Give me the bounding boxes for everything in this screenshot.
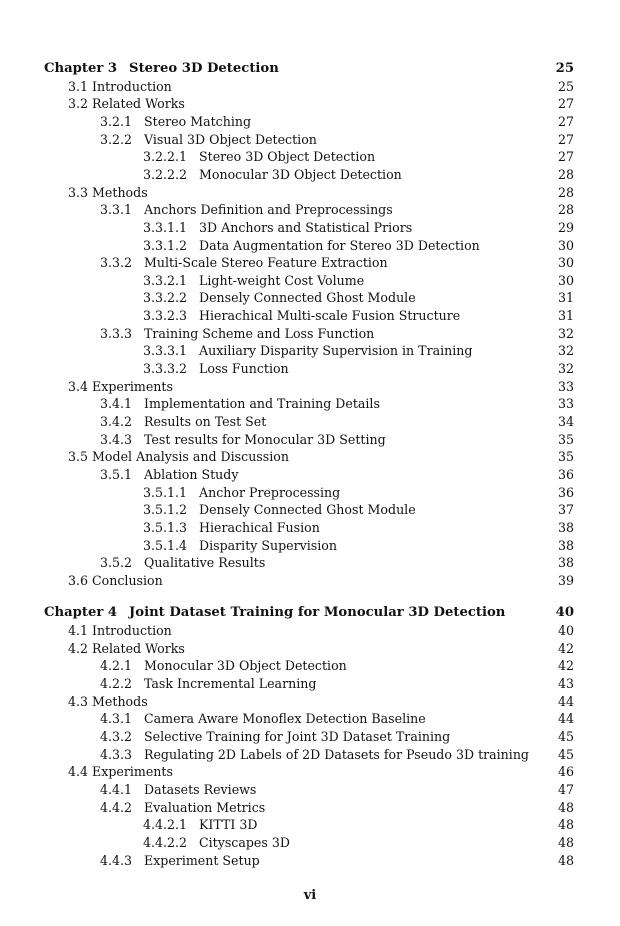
toc-entry-page: 28 bbox=[557, 202, 574, 217]
toc-entry-number: 4.2 bbox=[68, 641, 89, 656]
toc-entry-title: Loss Function bbox=[199, 361, 289, 376]
toc-entry-number: 3.3.2.1 bbox=[143, 273, 188, 288]
toc-entry[interactable] bbox=[143, 537, 574, 555]
toc-entry-title: Monocular 3D Object Detection bbox=[199, 167, 402, 182]
toc-entry[interactable] bbox=[68, 640, 574, 658]
toc-entry-title: Methods bbox=[92, 694, 148, 709]
toc-entry-page: 28 bbox=[557, 185, 574, 200]
toc-entry[interactable] bbox=[100, 113, 574, 131]
toc-entry-title: Monocular 3D Object Detection bbox=[144, 658, 347, 673]
toc-entry-title: KITTI 3D bbox=[199, 817, 258, 832]
toc-entry[interactable] bbox=[143, 360, 574, 378]
toc-entry-title: 3D Anchors and Statistical Priors bbox=[199, 220, 413, 235]
toc-entry[interactable] bbox=[68, 378, 574, 396]
toc-entry-page: 44 bbox=[557, 711, 574, 726]
toc-entry-number: 3.3.1 bbox=[100, 202, 133, 217]
toc-entry-page: 34 bbox=[557, 414, 574, 429]
toc-entry[interactable] bbox=[68, 95, 574, 113]
toc-entry-title: Visual 3D Object Detection bbox=[144, 132, 317, 147]
toc-entry-number: 4.1 bbox=[68, 623, 89, 638]
toc-entry-page: 25 bbox=[557, 79, 574, 94]
toc-chapter-entry[interactable] bbox=[44, 604, 574, 622]
toc-entry[interactable] bbox=[143, 501, 574, 519]
toc-entry-title: Selective Training for Joint 3D Dataset Training bbox=[144, 729, 451, 744]
toc-entry-page: 33 bbox=[557, 379, 574, 394]
toc-entry[interactable] bbox=[100, 201, 574, 219]
toc-entry-number: Chapter 3 bbox=[44, 61, 118, 76]
toc-entry-title: Densely Connected Ghost Module bbox=[199, 502, 416, 517]
toc-entry[interactable] bbox=[143, 237, 574, 255]
toc-entry-number: 3.1 bbox=[68, 79, 89, 94]
toc-entry-number: Chapter 4 bbox=[44, 605, 118, 620]
toc-entry-number: 3.6 bbox=[68, 573, 89, 588]
toc-entry-number: 3.5.1.1 bbox=[143, 485, 188, 500]
toc-entry-title: Joint Dataset Training for Monocular 3D Detection bbox=[129, 605, 506, 620]
toc-entry-page: 37 bbox=[557, 502, 574, 517]
toc-entry-number: 3.2.2.1 bbox=[143, 149, 188, 164]
toc-entry-title: Ablation Study bbox=[144, 467, 239, 482]
toc-entry-number: 3.4.2 bbox=[100, 414, 133, 429]
toc-entry-title: Densely Connected Ghost Module bbox=[199, 290, 416, 305]
toc-entry-page: 38 bbox=[557, 555, 574, 570]
toc-entry-title: Task Incremental Learning bbox=[144, 676, 317, 691]
toc-entry-number: 3.4 bbox=[68, 379, 89, 394]
toc-entry[interactable] bbox=[100, 746, 574, 764]
toc-entry-number: 4.4.2 bbox=[100, 800, 133, 815]
toc-entry-number: 4.3.1 bbox=[100, 711, 133, 726]
toc-entry-title: Stereo Matching bbox=[144, 114, 252, 129]
toc-entry-title: Experiment Setup bbox=[144, 853, 260, 868]
toc-entry[interactable] bbox=[68, 693, 574, 711]
toc-entry[interactable] bbox=[68, 448, 574, 466]
toc-entry-number: 3.3.2 bbox=[100, 255, 133, 270]
toc-entry-number: 4.4.2.2 bbox=[143, 835, 188, 850]
toc-entry-number: 3.2.2 bbox=[100, 132, 133, 147]
toc-entry-title: Experiments bbox=[92, 764, 173, 779]
toc-entry-number: 3.2 bbox=[68, 96, 89, 111]
toc-entry-number: 3.5.1.4 bbox=[143, 538, 188, 553]
toc-entry[interactable] bbox=[100, 781, 574, 799]
toc-entry[interactable] bbox=[100, 852, 574, 870]
toc-entry[interactable] bbox=[143, 816, 574, 834]
toc-entry-page: 40 bbox=[555, 605, 574, 620]
toc-entry-title: Evaluation Metrics bbox=[144, 800, 266, 815]
toc-entry[interactable] bbox=[100, 395, 574, 413]
toc-entry[interactable] bbox=[100, 131, 574, 149]
toc-entry-page: 40 bbox=[557, 623, 574, 638]
toc-entry-page: 36 bbox=[557, 467, 574, 482]
toc-entry-title: Stereo 3D Object Detection bbox=[199, 149, 376, 164]
toc-entry-title: Anchors Definition and Preprocessings bbox=[144, 202, 393, 217]
toc-entry-page: 25 bbox=[555, 61, 574, 76]
toc-entry-page: 32 bbox=[557, 326, 574, 341]
toc-entry-number: 4.3.2 bbox=[100, 729, 133, 744]
toc-entry-page: 42 bbox=[557, 658, 574, 673]
toc-entry-number: 4.2.1 bbox=[100, 658, 133, 673]
toc-entry-page: 32 bbox=[557, 343, 574, 358]
toc-entry-title: Methods bbox=[92, 185, 148, 200]
toc-entry-page: 27 bbox=[557, 96, 574, 111]
toc-entry-title: Camera Aware Monoflex Detection Baseline bbox=[144, 711, 426, 726]
toc-entry-page: 48 bbox=[557, 817, 574, 832]
toc-entry-number: 3.3 bbox=[68, 185, 89, 200]
toc-entry-page: 48 bbox=[557, 800, 574, 815]
toc-entry-number: 3.2.1 bbox=[100, 114, 133, 129]
toc-entry[interactable] bbox=[143, 166, 574, 184]
toc-entry-number: 3.5.1 bbox=[100, 467, 133, 482]
toc-entry-page: 31 bbox=[557, 308, 574, 323]
toc-entry-title: Test results for Monocular 3D Setting bbox=[144, 432, 386, 447]
toc-entry[interactable] bbox=[143, 834, 574, 852]
toc-entry-title: Qualitative Results bbox=[144, 555, 266, 570]
toc-entry-page: 30 bbox=[557, 255, 574, 270]
toc-entry[interactable] bbox=[100, 728, 574, 746]
toc-chapter-entry[interactable] bbox=[44, 60, 574, 78]
toc-entry-page: 30 bbox=[557, 273, 574, 288]
toc-entry-number: 3.5.1.3 bbox=[143, 520, 188, 535]
toc-entry-page: 43 bbox=[557, 676, 574, 691]
toc-entry-number: 3.2.2.2 bbox=[143, 167, 188, 182]
toc-entry-page: 29 bbox=[557, 220, 574, 235]
toc-entry[interactable] bbox=[100, 413, 574, 431]
toc-entry-title: Auxiliary Disparity Supervision in Training bbox=[199, 343, 473, 358]
toc-entry-title: Model Analysis and Discussion bbox=[92, 449, 289, 464]
toc-entry-number: 3.3.3.2 bbox=[143, 361, 188, 376]
toc-entry-number: 4.3 bbox=[68, 694, 89, 709]
toc-entry-page: 32 bbox=[557, 361, 574, 376]
toc-entry[interactable] bbox=[100, 675, 574, 693]
toc-entry-title: Data Augmentation for Stereo 3D Detection bbox=[199, 238, 480, 253]
toc-entry[interactable] bbox=[143, 484, 574, 502]
toc-entry[interactable] bbox=[68, 622, 574, 640]
toc-entry-number: 3.5 bbox=[68, 449, 89, 464]
toc-entry-number: 3.3.2.3 bbox=[143, 308, 188, 323]
toc-entry-title: Datasets Reviews bbox=[144, 782, 257, 797]
toc-entry-page: 27 bbox=[557, 149, 574, 164]
toc-entry-page: 31 bbox=[557, 290, 574, 305]
toc-entry[interactable] bbox=[100, 254, 574, 272]
toc-entry[interactable] bbox=[143, 342, 574, 360]
toc-entry-page: 27 bbox=[557, 114, 574, 129]
toc-entry-number: 3.3.1.1 bbox=[143, 220, 188, 235]
toc-entry[interactable] bbox=[100, 325, 574, 343]
toc-entry[interactable] bbox=[100, 554, 574, 572]
toc-entry-number: 4.4.3 bbox=[100, 853, 133, 868]
toc-entry-page: 36 bbox=[557, 485, 574, 500]
toc-entry-number: 3.4.3 bbox=[100, 432, 133, 447]
toc-entry[interactable] bbox=[143, 219, 574, 237]
toc-entry-number: 4.4.1 bbox=[100, 782, 133, 797]
toc-entry-title: Disparity Supervision bbox=[199, 538, 337, 553]
toc-entry-title: Experiments bbox=[92, 379, 173, 394]
toc-entry[interactable] bbox=[143, 148, 574, 166]
page-number: vi bbox=[303, 888, 317, 903]
toc-entry-page: 42 bbox=[557, 641, 574, 656]
toc-entry[interactable] bbox=[100, 431, 574, 449]
toc-entry-page: 38 bbox=[557, 520, 574, 535]
toc-entry-title: Related Works bbox=[92, 641, 185, 656]
toc-entry-page: 45 bbox=[557, 747, 574, 762]
toc-entry-page: 28 bbox=[557, 167, 574, 182]
toc-entry-number: 3.3.2.2 bbox=[143, 290, 188, 305]
toc-entry-page: 27 bbox=[557, 132, 574, 147]
toc-entry[interactable] bbox=[143, 307, 574, 325]
toc-entry-page: 35 bbox=[557, 449, 574, 464]
toc-entry[interactable] bbox=[100, 799, 574, 817]
toc-entry-number: 3.3.3.1 bbox=[143, 343, 188, 358]
toc-entry-title: Introduction bbox=[92, 79, 172, 94]
toc-entry-number: 3.4.1 bbox=[100, 396, 133, 411]
toc-entry-title: Hierachical Fusion bbox=[199, 520, 320, 535]
toc-entry-page: 35 bbox=[557, 432, 574, 447]
toc-entry[interactable] bbox=[143, 289, 574, 307]
toc-entry-title: Results on Test Set bbox=[144, 414, 267, 429]
toc-entry-number: 4.2.2 bbox=[100, 676, 133, 691]
toc-entry-title: Introduction bbox=[92, 623, 172, 638]
toc-entry-title: Conclusion bbox=[92, 573, 163, 588]
toc-entry-title: Cityscapes 3D bbox=[199, 835, 290, 850]
toc-entry[interactable] bbox=[68, 572, 574, 590]
toc-entry-title: Stereo 3D Detection bbox=[129, 61, 279, 76]
toc-entry[interactable] bbox=[68, 78, 574, 96]
toc-entry-page: 48 bbox=[557, 835, 574, 850]
toc-entry-page: 46 bbox=[557, 764, 574, 779]
toc-entry[interactable] bbox=[100, 657, 574, 675]
toc-entry-title: Related Works bbox=[92, 96, 185, 111]
toc-entry-title: Implementation and Training Details bbox=[144, 396, 380, 411]
toc-entry-page: 38 bbox=[557, 538, 574, 553]
toc-entry-title: Regulating 2D Labels of 2D Datasets for Pseudo 3D training bbox=[144, 747, 529, 762]
toc-entry-page: 33 bbox=[557, 396, 574, 411]
toc-entry-page: 39 bbox=[557, 573, 574, 588]
toc-entry-number: 3.5.1.2 bbox=[143, 502, 188, 517]
toc-entry[interactable] bbox=[100, 710, 574, 728]
toc-entry-page: 30 bbox=[557, 238, 574, 253]
toc-entry-title: Anchor Preprocessing bbox=[199, 485, 341, 500]
toc-entry-number: 4.4 bbox=[68, 764, 89, 779]
toc-entry-title: Multi-Scale Stereo Feature Extraction bbox=[144, 255, 388, 270]
toc-entry[interactable] bbox=[100, 466, 574, 484]
toc-entry-page: 45 bbox=[557, 729, 574, 744]
toc-entry-title: Hierachical Multi-scale Fusion Structure bbox=[199, 308, 461, 323]
toc-entry-page: 47 bbox=[557, 782, 574, 797]
toc-entry[interactable] bbox=[143, 272, 574, 290]
toc-entry[interactable] bbox=[68, 763, 574, 781]
toc-entry-title: Training Scheme and Loss Function bbox=[144, 326, 375, 341]
toc-entry[interactable] bbox=[68, 184, 574, 202]
toc-entry-number: 3.3.1.2 bbox=[143, 238, 188, 253]
toc-entry-number: 3.5.2 bbox=[100, 555, 133, 570]
toc-entry-number: 3.3.3 bbox=[100, 326, 133, 341]
toc-entry-number: 4.4.2.1 bbox=[143, 817, 188, 832]
toc-entry-title: Light-weight Cost Volume bbox=[199, 273, 365, 288]
toc-entry-number: 4.3.3 bbox=[100, 747, 133, 762]
toc-entry[interactable] bbox=[143, 519, 574, 537]
toc-entry-page: 44 bbox=[557, 694, 574, 709]
toc-entry-page: 48 bbox=[557, 853, 574, 868]
